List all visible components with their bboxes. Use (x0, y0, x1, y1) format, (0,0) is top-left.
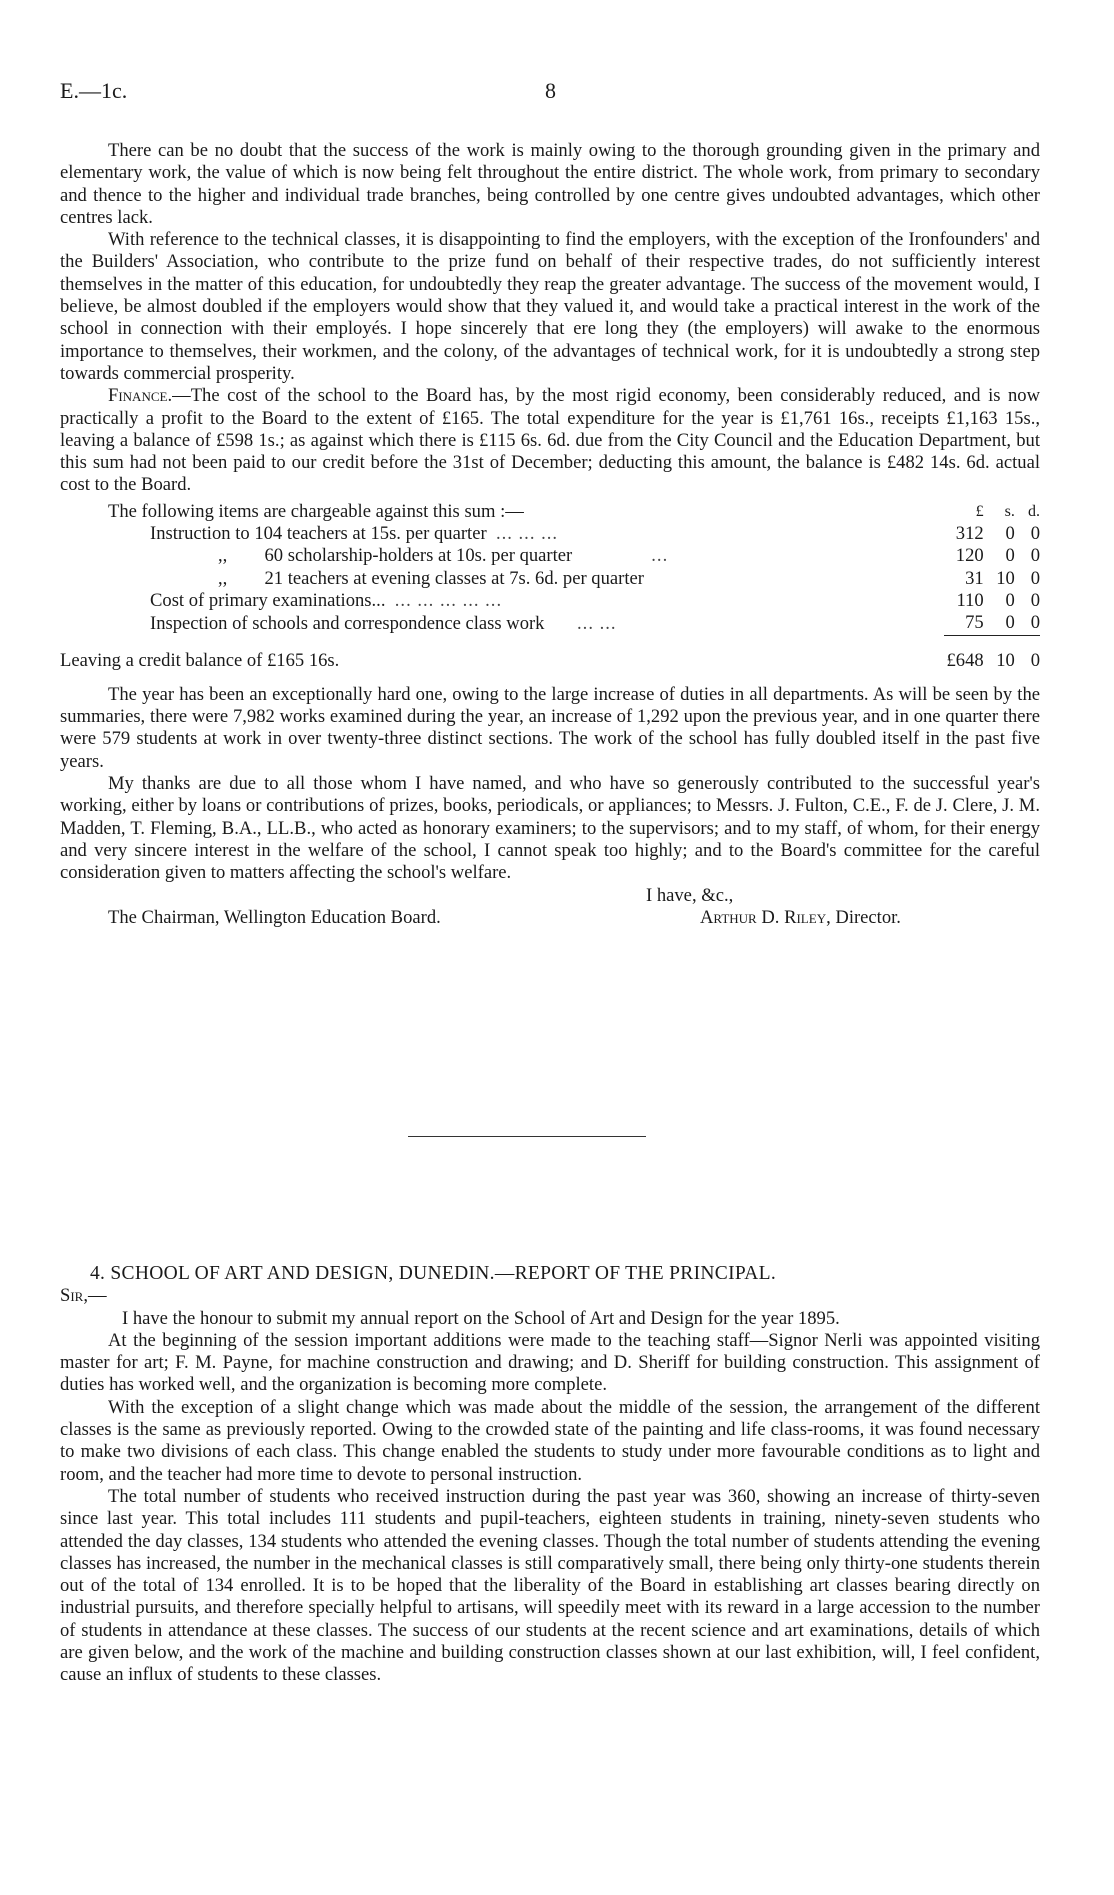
total-pence: 0 (1030, 649, 1040, 671)
paragraph-grounding: There can be no doubt that the success of the work is mainly owing to the thorough grounding given in the primary and elementary work, the value of which is now being felt throughout the entire district. The whole work, from primary to secondary and thence to the higher and individual trade branches, being controlled by one centre gives undoubted advantages, which other centres lack. (60, 140, 1040, 228)
row-pounds: 110 (956, 589, 984, 611)
table-row (60, 612, 1040, 635)
table-row (60, 590, 1040, 612)
table-total-row (60, 640, 1040, 672)
leader-dots: ... ... ... ... ... (394, 589, 503, 611)
row-label: Inspection of schools and correspondence class work (150, 612, 545, 634)
signature-block (60, 885, 1040, 933)
total-shillings: 10 (996, 649, 1015, 671)
row-pence: 0 (1030, 567, 1040, 589)
row-pounds: 75 (965, 612, 984, 634)
column-shillings-header: s. (1004, 502, 1015, 520)
row-shillings: 0 (1005, 545, 1015, 567)
table-header-row (60, 501, 1040, 523)
addressee: The Chairman, Wellington Education Board. (108, 906, 441, 928)
closing-line: I have, &c., (646, 884, 734, 906)
row-pence: 0 (1030, 545, 1040, 567)
row-pence: 0 (1030, 523, 1040, 545)
signatory-title: , Director. (826, 906, 901, 928)
paragraph-hard-year: The year has been an exceptionally hard one, owing to the large increase of duties in all departments. As will be seen by the summaries, there were 7,982 works examined during the year, an increase of 1,292 upon the previous year, and in one quarter there were 579 students at work in over twenty-three distinct sections. The work of the school has fully doubled itself in the past five years. (60, 683, 1040, 772)
finance-text: —The cost of the school to the Board has, by the most rigid economy, been considerably reduced, and is now practically a profit to the Board to the extent of £165. The total expenditure for the year is £1,761 16s., receipts £1,163 15s., leaving a balance of £598 1s.; as against which there is £115 6s. 6d. due from the City Council and the Education Department, but this sum had not been paid to our credit before the 31st of December; deducting this amount, the balance is £482 14s. 6d. actual cost to the Board. (60, 385, 1040, 496)
table-row (60, 545, 1040, 567)
leader-dots: ... (651, 545, 669, 567)
row-label: 60 scholarship-holders at 10s. per quarter (264, 545, 573, 567)
row-label: 21 teachers at evening classes at 7s. 6d. per quarter (264, 567, 644, 589)
paragraph-student-numbers: The total number of students who received instruction during the past year was 360, showing an increase of thirty-seven since last year. This total includes 111 students and pupil-teachers, eighteen students in training, ninety-seven students who attended the day classes, 134 students who attended the evening classes. Though the total number of students attending the evening classes has increased, the number in the mechanical classes is still comparatively small, there being only thirty-one students therein out of the total of 134 enrolled. It is to be hoped that the liberality of the Board in establishing art classes bearing directly on industrial pursuits, and therefore specially helpful to artisans, will speedily meet with its reward in a large accession to the number of students in attendance at these classes. The success of our students at the recent science and art examinations, details of which are given below, and the work of the machine and building construction classes shown at our last exhibition, will, I feel confident, cause an influx of students to these classes. (60, 1485, 1040, 1686)
row-label: Cost of primary examinations... (150, 589, 386, 611)
column-pence-header: d. (1028, 502, 1040, 520)
row-shillings: 10 (996, 567, 1015, 589)
paragraph-class-arrangement: With the exception of a slight change which was made about the middle of the session, the arrangement of the different classes is the same as previously reported. Owing to the crowded state of the painting and life class-rooms, it was found necessary to make two divisions of each class. This change enabled the students to study under more favourable conditions as to light and room, and the teacher had more time to devote to personal instruction. (60, 1396, 1040, 1485)
table-row (60, 568, 1040, 590)
table-intro: The following items are chargeable against this sum :— (108, 500, 524, 522)
chargeable-items-table (60, 501, 1040, 672)
row-pounds: 312 (955, 523, 984, 545)
table-row (60, 523, 1040, 545)
leader-dots: ... ... ... (495, 523, 559, 545)
salutation: Sir,— (60, 1285, 107, 1307)
report-wellington-body (60, 140, 1040, 933)
section-title: 4. SCHOOL OF ART AND DESIGN, DUNEDIN.—REPORT OF THE PRINCIPAL. (90, 1263, 777, 1284)
ditto-mark: ,, (218, 567, 228, 589)
row-shillings: 0 (1005, 523, 1015, 545)
document-page (60, 78, 1040, 1686)
signatory-name: Arthur D. Riley (700, 906, 827, 928)
paragraph-technical-classes: With reference to the technical classes, it is disappointing to find the employers, with the exception of the Ironfounders' and the Builders' Association, who contribute to the prize fund on behalf of their respective trades, do not sufficiently interest themselves in the matter of this education, for undoubtedly they reap the greater advantage. The success of the movement would, I believe, be almost doubled if the employers would show that they valued it, and would take a practical interest in the work of the school in connection with their employés. I hope sincerely that ere long they (the employers) will awake to the enormous importance to themselves, their workmen, and the colony, of the advantages of technical work, for it is undoubtedly a strong step towards commercial prosperity. (60, 229, 1040, 384)
paragraph-teaching-staff: At the beginning of the session important additions were made to the teaching staff—Signor Nerli was appointed visiting master for art; F. M. Payne, for machine construction and drawing; and D. Sheriff for building construction. This assignment of duties has worked well, and the organization is becoming more complete. (60, 1329, 1040, 1396)
leader-dots: ... ... (577, 612, 617, 634)
paragraph-submit-report: I have the honour to submit my annual report on the School of Art and Design for the year 1895. (122, 1307, 840, 1329)
report-dunedin-body (60, 1263, 1040, 1687)
row-pence: 0 (1030, 612, 1040, 634)
signatory (700, 907, 901, 929)
document-id: E.—1c. (60, 78, 128, 103)
ditto-mark: ,, (218, 545, 228, 567)
row-label: Instruction to 104 teachers at 15s. per quarter (150, 523, 487, 545)
page-header (60, 78, 1040, 114)
total-label: Leaving a credit balance of £165 16s. (60, 649, 340, 671)
paragraph-thanks: My thanks are due to all those whom I have named, and who have so generously contributed to the successful year's working, either by loans or contributions of prizes, books, periodicals, or appliances; to Messrs. J. Fulton, C.E., F. de J. Clere, J. M. Madden, T. Fleming, B.A., LL.B., who acted as honorary examiners; to the supervisors; and to my staff, of whom, for their energy and very sincere interest in the welfare of the school, I cannot speak too highly; and to the Board's committee for the careful consideration given to matters affecting the school's welfare. (60, 773, 1040, 884)
row-shillings: 0 (1005, 589, 1015, 611)
row-pounds: 120 (955, 545, 984, 567)
row-pence: 0 (1030, 589, 1040, 611)
paragraph-finance (60, 385, 1040, 496)
row-shillings: 0 (1005, 612, 1015, 634)
finance-label: Finance. (108, 385, 173, 407)
row-pounds: 31 (965, 567, 984, 589)
total-pounds: £648 (946, 649, 984, 671)
column-pounds-header: £ (975, 502, 984, 520)
section-divider (408, 1136, 646, 1137)
page-number: 8 (545, 78, 556, 103)
